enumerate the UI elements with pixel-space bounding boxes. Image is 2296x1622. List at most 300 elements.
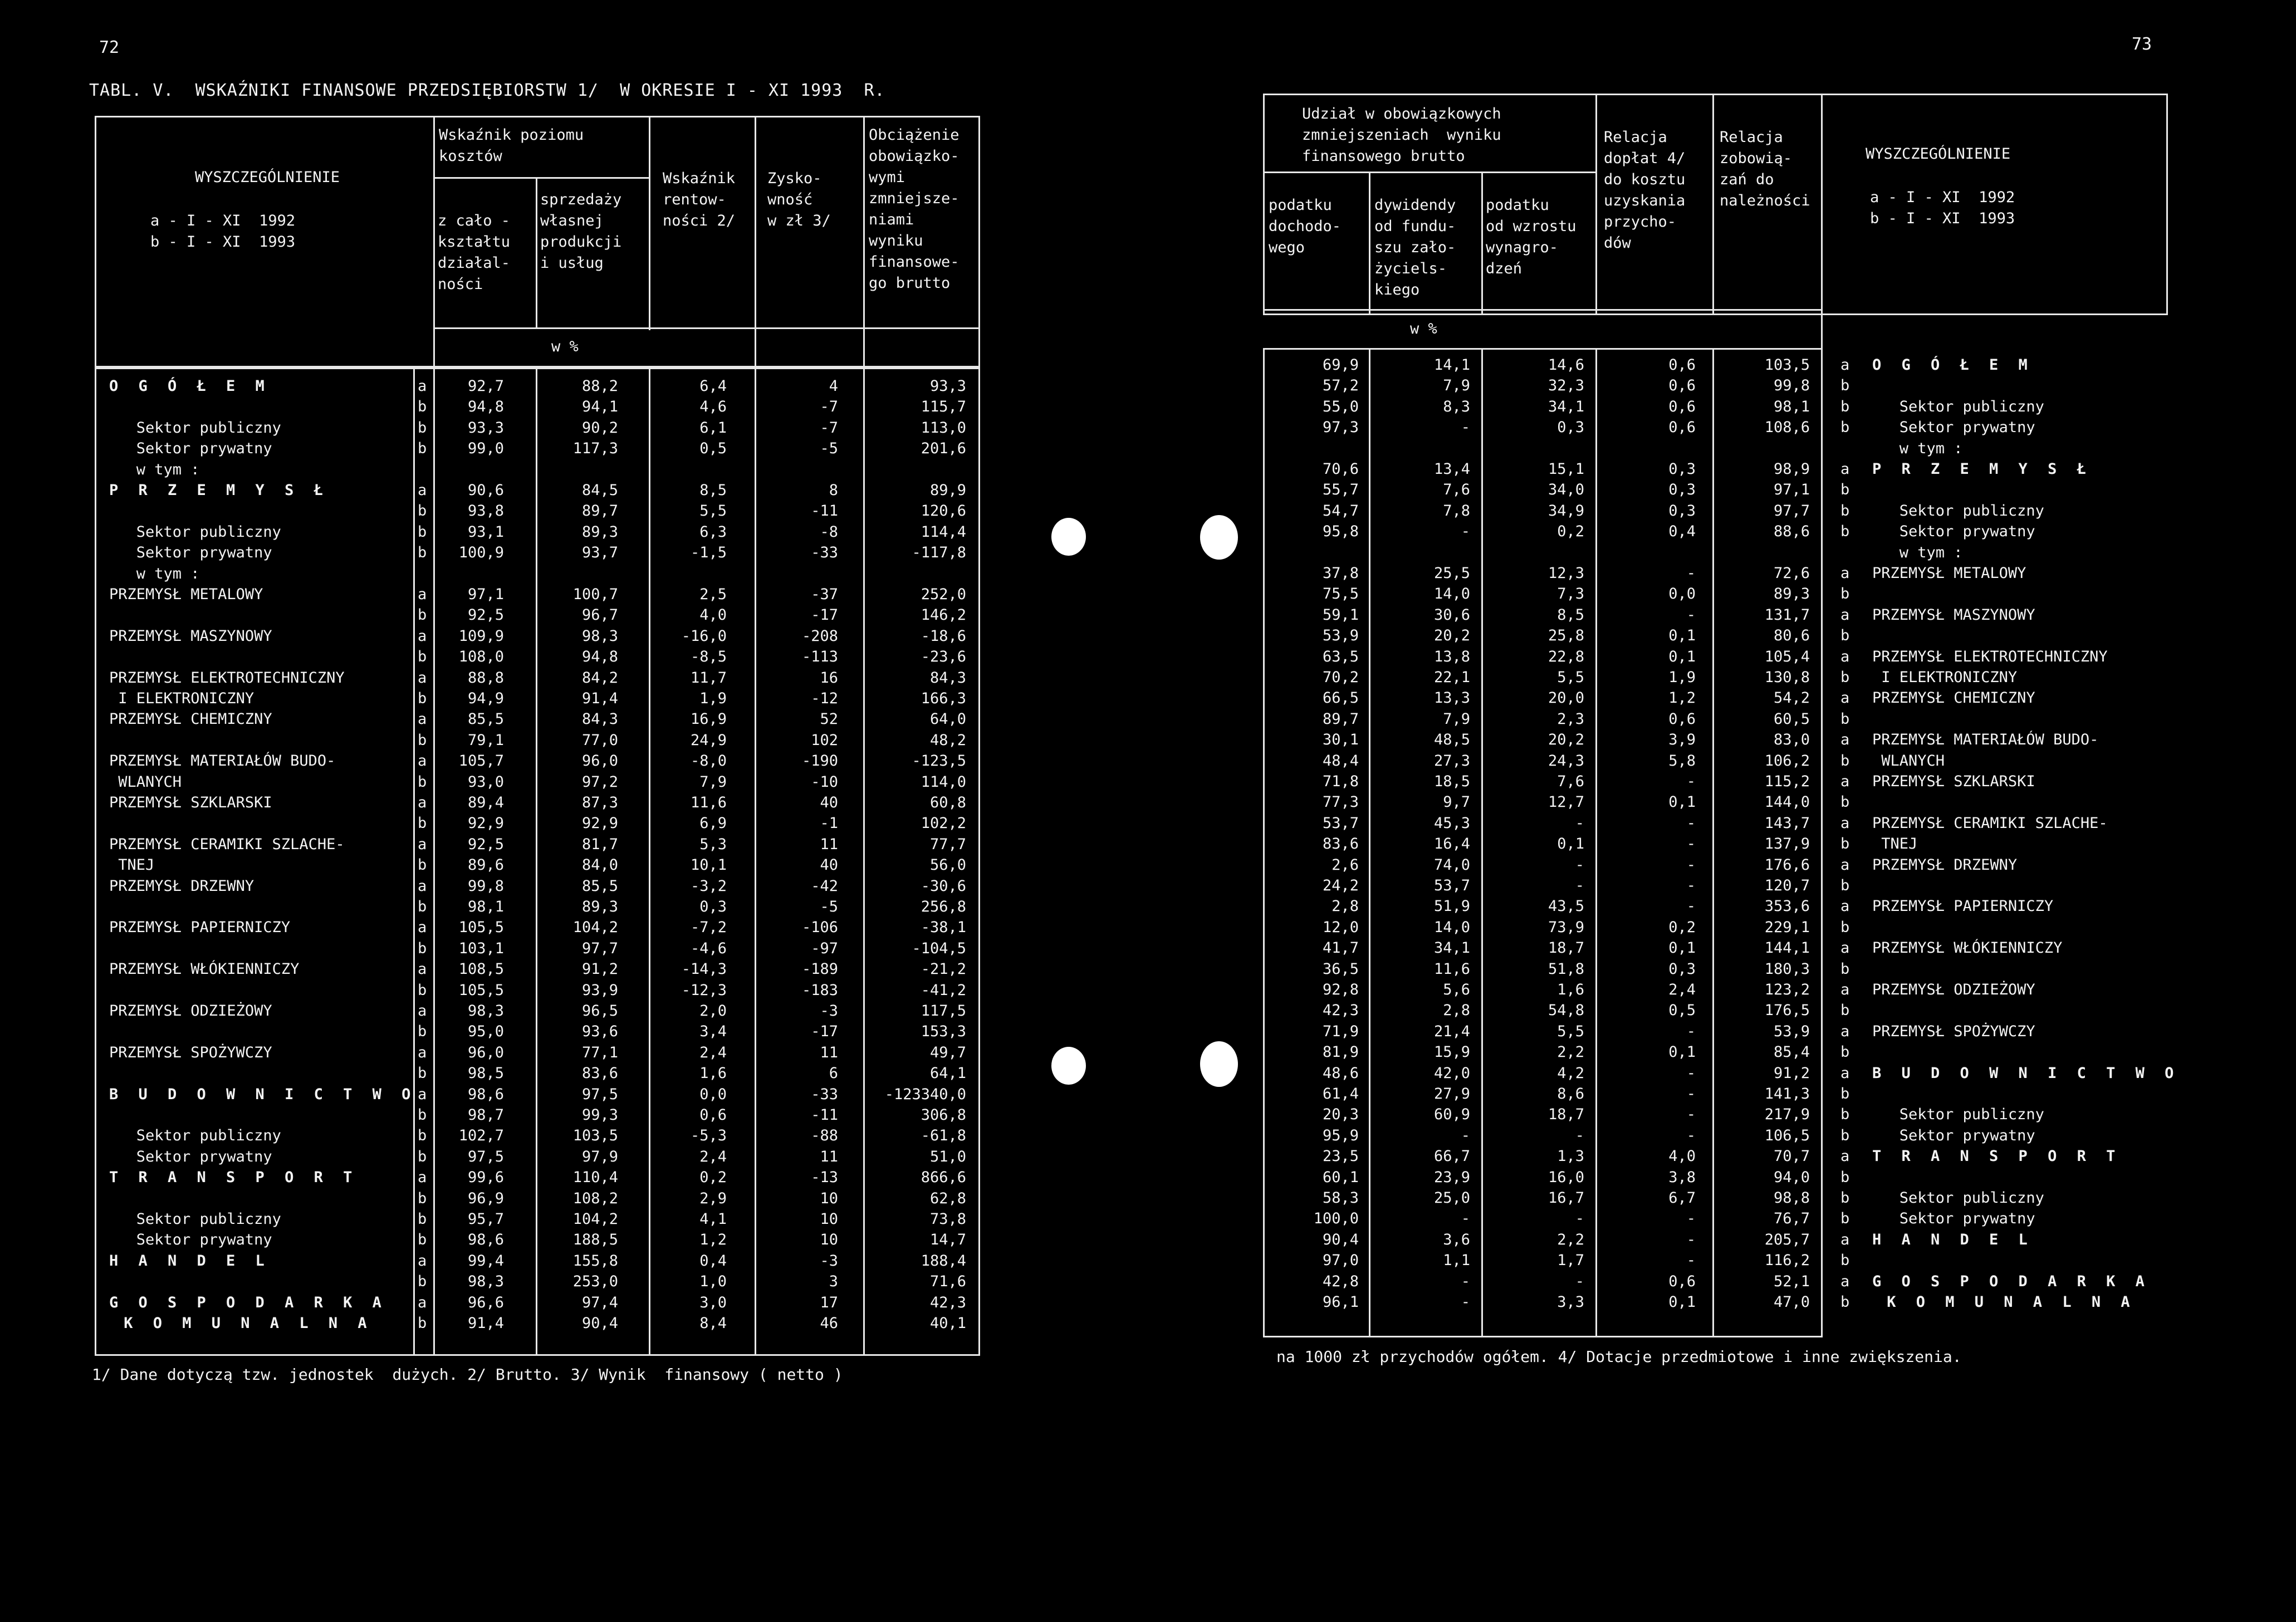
cell-value: 96,1 bbox=[1322, 1293, 1359, 1311]
cell-value: -33 bbox=[811, 544, 838, 562]
cell-value: - bbox=[1686, 606, 1696, 624]
cell-value: -117,8 bbox=[912, 544, 966, 562]
cell-value: 5,5 bbox=[1557, 669, 1584, 686]
cell-value: 98,1 bbox=[1773, 398, 1810, 415]
cell-value: - bbox=[1686, 814, 1696, 832]
cell-value: 42,0 bbox=[1433, 1064, 1470, 1082]
cell-value: -12,3 bbox=[681, 981, 727, 999]
cell-value: 41,7 bbox=[1322, 939, 1359, 957]
cell-value: 92,5 bbox=[467, 835, 504, 853]
cell-value: 91,4 bbox=[581, 690, 618, 707]
cell-value: 21,4 bbox=[1433, 1022, 1470, 1040]
cell-value: 2,6 bbox=[1331, 856, 1359, 874]
cell-value: 60,1 bbox=[1322, 1168, 1359, 1186]
cell-value: 113,0 bbox=[921, 419, 966, 437]
cell-value: 0,1 bbox=[1668, 627, 1696, 645]
cell-value: 42,8 bbox=[1322, 1272, 1359, 1290]
right-spec-title: WYSZCZEGÓLNIENIE bbox=[1866, 145, 2011, 163]
cell-value: 5,3 bbox=[699, 835, 727, 853]
cell-value: -113 bbox=[801, 648, 838, 666]
period-key: b bbox=[418, 1023, 427, 1041]
cell-value: 5,5 bbox=[1557, 1022, 1584, 1040]
cell-value: 353,6 bbox=[1764, 898, 1810, 915]
cell-value: 3,8 bbox=[1668, 1168, 1696, 1186]
cell-value: 83,0 bbox=[1773, 731, 1810, 749]
period-key: b bbox=[418, 502, 427, 520]
cell-value: 114,4 bbox=[921, 523, 966, 541]
cell-value: 97,9 bbox=[581, 1148, 618, 1165]
period-key: a bbox=[418, 1043, 427, 1061]
cell-value: 0,0 bbox=[1668, 585, 1696, 603]
row-label: TNEJ bbox=[1872, 835, 1918, 853]
cell-value: 3,0 bbox=[699, 1293, 727, 1311]
cell-value: 0,4 bbox=[1668, 523, 1696, 541]
row-label: PRZEMYSŁ MASZYNOWY bbox=[1872, 606, 2035, 624]
col-header-poziom: Wskaźnik poziomu kosztów bbox=[439, 126, 584, 165]
row-label: Sektor prywatny bbox=[1872, 1210, 2035, 1228]
period-key: a bbox=[418, 482, 427, 499]
cell-value: 12,0 bbox=[1322, 918, 1359, 936]
cell-value: - bbox=[1686, 1022, 1696, 1040]
period-key: b bbox=[418, 1106, 427, 1124]
cell-value: 96,9 bbox=[467, 1189, 504, 1207]
cell-value: 98,9 bbox=[1773, 460, 1810, 478]
row-label: H A N D E L bbox=[1872, 1231, 2033, 1248]
cell-value: 102,7 bbox=[458, 1127, 504, 1145]
col-header-relacja-doplat: Relacja dopłat 4/ do kosztu uzyskania przycho- dów bbox=[1604, 129, 1686, 252]
cell-value: 94,0 bbox=[1773, 1168, 1810, 1186]
cell-value: 253,0 bbox=[572, 1273, 618, 1291]
cell-value: - bbox=[1461, 1293, 1470, 1311]
cell-value: -30,6 bbox=[921, 877, 966, 895]
cell-value: 105,5 bbox=[458, 919, 504, 937]
cell-value: - bbox=[1686, 1231, 1696, 1248]
cell-value: 176,6 bbox=[1764, 856, 1810, 874]
cell-value: 97,1 bbox=[467, 586, 504, 603]
row-label: WLANYCH bbox=[109, 773, 182, 791]
cell-value: 8,6 bbox=[1557, 1085, 1584, 1102]
cell-value: 70,2 bbox=[1322, 669, 1359, 686]
period-key: b bbox=[1840, 1210, 1850, 1228]
cell-value: 93,6 bbox=[581, 1023, 618, 1041]
cell-value: 17 bbox=[820, 1293, 838, 1311]
cell-value: 201,6 bbox=[921, 440, 966, 458]
cell-value: 34,1 bbox=[1433, 939, 1470, 957]
period-key: a bbox=[1840, 460, 1850, 478]
cell-value: 11,7 bbox=[690, 669, 727, 687]
cell-value: 98,7 bbox=[467, 1106, 504, 1124]
row-label: PRZEMYSŁ DRZEWNY bbox=[109, 877, 254, 895]
period-key: a bbox=[1840, 1064, 1850, 1082]
scan-mark bbox=[1051, 518, 1086, 556]
cell-value: 24,9 bbox=[690, 731, 727, 749]
cell-value: 3,6 bbox=[1443, 1231, 1470, 1248]
cell-value: 24,3 bbox=[1548, 752, 1584, 770]
cell-value: -11 bbox=[811, 1106, 838, 1124]
cell-value: 98,6 bbox=[467, 1231, 504, 1249]
cell-value: 6 bbox=[829, 1065, 838, 1082]
cell-value: 43,5 bbox=[1548, 898, 1584, 915]
period-key: b bbox=[1840, 669, 1850, 686]
cell-value: 46 bbox=[820, 1315, 838, 1332]
cell-value: 2,2 bbox=[1557, 1231, 1584, 1248]
cell-value: 2,8 bbox=[1443, 1002, 1470, 1020]
cell-value: 97,1 bbox=[1773, 481, 1810, 499]
cell-value: -189 bbox=[801, 961, 838, 978]
cell-value: 98,6 bbox=[467, 1085, 504, 1103]
cell-value: 97,2 bbox=[581, 773, 618, 791]
cell-value: -5 bbox=[820, 440, 838, 458]
cell-value: 16,7 bbox=[1548, 1189, 1584, 1207]
period-key: b bbox=[418, 856, 427, 874]
cell-value: 60,8 bbox=[929, 794, 966, 811]
cell-value: 23,9 bbox=[1433, 1168, 1470, 1186]
cell-value: 866,6 bbox=[921, 1169, 966, 1187]
cell-value: - bbox=[1686, 565, 1696, 582]
period-key: b bbox=[1840, 377, 1850, 395]
row-label: Sektor publiczny bbox=[109, 1211, 281, 1228]
cell-value: 85,5 bbox=[581, 877, 618, 895]
row-label: O G Ó Ł E M bbox=[109, 378, 270, 395]
period-key: b bbox=[1840, 752, 1850, 770]
cell-value: 95,8 bbox=[1322, 523, 1359, 541]
left-unit: w % bbox=[551, 338, 579, 355]
cell-value: 97,4 bbox=[581, 1293, 618, 1311]
cell-value: 100,9 bbox=[458, 544, 504, 562]
cell-value: 16,0 bbox=[1548, 1168, 1584, 1186]
cell-value: 8,5 bbox=[1557, 606, 1584, 624]
cell-value: 89,9 bbox=[929, 482, 966, 499]
period-key: a bbox=[1840, 356, 1850, 374]
cell-value: 60,9 bbox=[1433, 1106, 1470, 1124]
cell-value: 8,5 bbox=[699, 482, 727, 499]
cell-value: 2,4 bbox=[699, 1043, 727, 1061]
cell-value: 217,9 bbox=[1764, 1106, 1810, 1124]
cell-value: - bbox=[1686, 856, 1696, 874]
cell-value: -13 bbox=[811, 1169, 838, 1187]
cell-value: 54,8 bbox=[1548, 1002, 1584, 1020]
cell-value: 53,9 bbox=[1322, 627, 1359, 645]
cell-value: 103,5 bbox=[1764, 356, 1810, 374]
cell-value: 71,8 bbox=[1322, 773, 1359, 790]
cell-value: 88,6 bbox=[1773, 523, 1810, 541]
cell-value: 103,1 bbox=[458, 939, 504, 957]
row-label: WLANYCH bbox=[1872, 752, 1945, 770]
cell-value: 64,0 bbox=[929, 710, 966, 728]
cell-value: 72,6 bbox=[1773, 565, 1810, 582]
cell-value: 0,1 bbox=[1668, 1293, 1696, 1311]
period-key: a bbox=[418, 1252, 427, 1270]
row-label: T R A N S P O R T bbox=[1872, 1148, 2121, 1165]
period-key: b bbox=[418, 544, 427, 562]
cell-value: 1,2 bbox=[699, 1231, 727, 1249]
period-key: b bbox=[418, 731, 427, 749]
cell-value: 97,3 bbox=[1322, 419, 1359, 437]
row-label: PRZEMYSŁ SZKLARSKI bbox=[109, 794, 272, 811]
period-key: a bbox=[1840, 1231, 1850, 1248]
cell-value: 4,1 bbox=[699, 1211, 727, 1228]
cell-value: - bbox=[1575, 1210, 1584, 1228]
cell-value: 99,0 bbox=[467, 440, 504, 458]
cell-value: 98,5 bbox=[467, 1065, 504, 1082]
period-key: a bbox=[1840, 689, 1850, 707]
period-key: b bbox=[1840, 1043, 1850, 1061]
row-label: Sektor prywatny bbox=[109, 1148, 272, 1165]
col-header-relacja-zobowiazan: Relacja zobowią- zań do należności bbox=[1720, 129, 1810, 209]
cell-value: 92,5 bbox=[467, 606, 504, 624]
cell-value: 108,6 bbox=[1764, 419, 1810, 437]
cell-value: 3,4 bbox=[699, 1023, 727, 1041]
cell-value: 95,9 bbox=[1322, 1126, 1359, 1144]
cell-value: 0,6 bbox=[1668, 356, 1696, 374]
cell-value: 89,3 bbox=[581, 898, 618, 915]
cell-value: 99,6 bbox=[467, 1169, 504, 1187]
cell-value: 93,0 bbox=[467, 773, 504, 791]
cell-value: 92,7 bbox=[467, 378, 504, 395]
cell-value: 18,7 bbox=[1548, 1106, 1584, 1124]
row-label: Sektor publiczny bbox=[1872, 1106, 2044, 1124]
cell-value: 34,9 bbox=[1548, 502, 1584, 520]
cell-value: 12,7 bbox=[1548, 793, 1584, 811]
cell-value: - bbox=[1686, 1210, 1696, 1228]
row-label: Sektor prywatny bbox=[109, 1231, 272, 1249]
period-key: a bbox=[418, 1169, 427, 1187]
cell-value: 0,1 bbox=[1668, 939, 1696, 957]
cell-value: 61,4 bbox=[1322, 1085, 1359, 1102]
row-label: Sektor publiczny bbox=[109, 419, 281, 437]
period-key: b bbox=[418, 1273, 427, 1291]
cell-value: 96,0 bbox=[467, 1043, 504, 1061]
cell-value: 93,1 bbox=[467, 523, 504, 541]
col-header-dywidendy: dywidendy od fundu- szu zało- życiels- kiego bbox=[1374, 197, 1456, 298]
cell-value: 15,9 bbox=[1433, 1043, 1470, 1061]
cell-value: 80,6 bbox=[1773, 627, 1810, 645]
cell-value: 4,0 bbox=[699, 606, 727, 624]
cell-value: 10 bbox=[820, 1189, 838, 1207]
period-key: a bbox=[418, 877, 427, 895]
cell-value: 103,5 bbox=[572, 1127, 618, 1145]
cell-value: 5,8 bbox=[1668, 752, 1696, 770]
cell-value: -208 bbox=[801, 627, 838, 645]
cell-value: 73,8 bbox=[929, 1211, 966, 1228]
cell-value: 63,5 bbox=[1322, 648, 1359, 665]
cell-value: 0,6 bbox=[1668, 1272, 1696, 1290]
cell-value: 89,3 bbox=[581, 523, 618, 541]
cell-value: 5,5 bbox=[699, 502, 727, 520]
cell-value: 176,5 bbox=[1764, 1002, 1810, 1020]
cell-value: 117,5 bbox=[921, 1002, 966, 1020]
cell-value: 105,5 bbox=[458, 981, 504, 999]
cell-value: 7,9 bbox=[1443, 710, 1470, 728]
cell-value: 256,8 bbox=[921, 898, 966, 915]
period-key: b bbox=[418, 1315, 427, 1332]
cell-value: 83,6 bbox=[1322, 835, 1359, 853]
cell-value: 75,5 bbox=[1322, 585, 1359, 603]
cell-value: 7,9 bbox=[1443, 377, 1470, 395]
cell-value: 8,4 bbox=[699, 1315, 727, 1332]
cell-value: 188,5 bbox=[572, 1231, 618, 1249]
row-label: PRZEMYSŁ SPOŻYWCZY bbox=[1872, 1022, 2035, 1040]
period-key: a bbox=[418, 961, 427, 978]
row-label: PRZEMYSŁ SZKLARSKI bbox=[1872, 773, 2035, 790]
cell-value: 96,6 bbox=[467, 1293, 504, 1311]
cell-value: -3 bbox=[820, 1252, 838, 1270]
cell-value: 34,0 bbox=[1548, 481, 1584, 499]
cell-value: 2,4 bbox=[699, 1148, 727, 1165]
cell-value: 6,9 bbox=[699, 815, 727, 832]
row-label: Sektor prywatny bbox=[1872, 1126, 2035, 1144]
cell-value: 74,0 bbox=[1433, 856, 1470, 874]
cell-value: 51,0 bbox=[929, 1148, 966, 1165]
cell-value: 1,2 bbox=[1668, 689, 1696, 707]
row-label: PRZEMYSŁ WŁÓKIENNICZY bbox=[1872, 939, 2063, 957]
cell-value: - bbox=[1686, 1085, 1696, 1102]
cell-value: 94,8 bbox=[467, 398, 504, 416]
row-label: PRZEMYSŁ CHEMICZNY bbox=[109, 710, 272, 728]
cell-value: 95,0 bbox=[467, 1023, 504, 1041]
cell-value: 66,5 bbox=[1322, 689, 1359, 707]
cell-value: 1,6 bbox=[699, 1065, 727, 1082]
period-key: b bbox=[418, 1189, 427, 1207]
cell-value: 104,2 bbox=[572, 1211, 618, 1228]
cell-value: 114,0 bbox=[921, 773, 966, 791]
row-label: T R A N S P O R T bbox=[109, 1169, 358, 1187]
period-key: b bbox=[1840, 1106, 1850, 1124]
cell-value: 0,5 bbox=[699, 440, 727, 458]
cell-value: 62,8 bbox=[929, 1189, 966, 1207]
cell-value: 60,5 bbox=[1773, 710, 1810, 728]
cell-value: 0,6 bbox=[1668, 398, 1696, 415]
cell-value: 48,6 bbox=[1322, 1064, 1359, 1082]
cell-value: -190 bbox=[801, 752, 838, 770]
row-label: PRZEMYSŁ ELEKTROTECHNICZNY bbox=[1872, 648, 2108, 665]
cell-value: 81,9 bbox=[1322, 1043, 1359, 1061]
period-key: b bbox=[1840, 1002, 1850, 1020]
cell-value: 0,3 bbox=[1668, 502, 1696, 520]
cell-value: 73,9 bbox=[1548, 918, 1584, 936]
scan-mark bbox=[1051, 1047, 1086, 1085]
cell-value: 13,8 bbox=[1433, 648, 1470, 665]
cell-value: 97,7 bbox=[1773, 502, 1810, 520]
cell-value: 0,6 bbox=[1668, 377, 1696, 395]
period-key: b bbox=[1840, 835, 1850, 853]
cell-value: 14,6 bbox=[1548, 356, 1584, 374]
scan-mark bbox=[1200, 515, 1238, 560]
cell-value: 102 bbox=[811, 731, 838, 749]
row-label: H A N D E L bbox=[109, 1252, 270, 1270]
cell-value: 108,2 bbox=[572, 1189, 618, 1207]
cell-value: 16,9 bbox=[690, 710, 727, 728]
cell-value: 90,6 bbox=[467, 482, 504, 499]
cell-value: 84,3 bbox=[581, 710, 618, 728]
period-key: b bbox=[418, 606, 427, 624]
cell-value: 110,4 bbox=[572, 1169, 618, 1187]
row-label: B U D O W N I C T W O bbox=[1872, 1064, 2180, 1082]
cell-value: 0,1 bbox=[1557, 835, 1584, 853]
row-label: PRZEMYSŁ DRZEWNY bbox=[1872, 856, 2018, 874]
cell-value: 96,5 bbox=[581, 1002, 618, 1020]
period-key: b bbox=[1840, 523, 1850, 541]
cell-value: 18,7 bbox=[1548, 939, 1584, 957]
cell-value: 32,3 bbox=[1548, 377, 1584, 395]
page-number-left: 72 bbox=[99, 38, 120, 57]
period-key: a bbox=[418, 919, 427, 937]
period-key: a bbox=[1840, 731, 1850, 749]
cell-value: 14,0 bbox=[1433, 918, 1470, 936]
cell-value: 115,2 bbox=[1764, 773, 1810, 790]
period-key: b bbox=[418, 815, 427, 832]
cell-value: 98,8 bbox=[1773, 1189, 1810, 1207]
cell-value: 7,6 bbox=[1557, 773, 1584, 790]
cell-value: -5,3 bbox=[690, 1127, 727, 1145]
cell-value: -14,3 bbox=[681, 961, 727, 978]
cell-value: 25,5 bbox=[1433, 565, 1470, 582]
period-key: b bbox=[1840, 585, 1850, 603]
cell-value: 0,3 bbox=[1557, 419, 1584, 437]
row-label: G O S P O D A R K A bbox=[109, 1293, 387, 1311]
cell-value: 100,0 bbox=[1313, 1210, 1359, 1228]
period-key: a bbox=[1840, 1148, 1850, 1165]
cell-value: -7,2 bbox=[690, 919, 727, 937]
period-key: a bbox=[1840, 814, 1850, 832]
cell-value: -88 bbox=[811, 1127, 838, 1145]
cell-value: -106 bbox=[801, 919, 838, 937]
cell-value: 59,1 bbox=[1322, 606, 1359, 624]
period-key: a bbox=[418, 669, 427, 687]
cell-value: 3,9 bbox=[1668, 731, 1696, 749]
cell-value: 7,6 bbox=[1443, 481, 1470, 499]
cell-value: 56,0 bbox=[929, 856, 966, 874]
cell-value: - bbox=[1461, 1126, 1470, 1144]
cell-value: 108,0 bbox=[458, 648, 504, 666]
cell-value: 99,8 bbox=[1773, 377, 1810, 395]
row-label: I ELEKTRONICZNY bbox=[1872, 669, 2018, 686]
cell-value: 131,7 bbox=[1764, 606, 1810, 624]
cell-value: 24,2 bbox=[1322, 877, 1359, 894]
cell-value: 130,8 bbox=[1764, 669, 1810, 686]
cell-value: 96,7 bbox=[581, 606, 618, 624]
period-key: a bbox=[418, 1002, 427, 1020]
row-label: PRZEMYSŁ METALOWY bbox=[109, 586, 263, 603]
period-key: a bbox=[418, 627, 427, 645]
cell-value: 7,3 bbox=[1557, 585, 1584, 603]
cell-value: 14,1 bbox=[1433, 356, 1470, 374]
cell-value: -23,6 bbox=[921, 648, 966, 666]
period-key: a bbox=[1840, 773, 1850, 790]
col-header-obciazenie: Obciążenie obowiązko- wymi zmniejsze- niami wyniku finansowe- go brutto bbox=[869, 126, 959, 292]
cell-value: -104,5 bbox=[912, 939, 966, 957]
cell-value: 79,1 bbox=[467, 731, 504, 749]
left-spec-a: a - I - XI 1992 bbox=[150, 212, 296, 229]
cell-value: -38,1 bbox=[921, 919, 966, 937]
cell-value: 42,3 bbox=[929, 1293, 966, 1311]
cell-value: -37 bbox=[811, 586, 838, 603]
cell-value: 42,3 bbox=[1322, 1002, 1359, 1020]
cell-value: 40 bbox=[820, 856, 838, 874]
cell-value: - bbox=[1686, 877, 1696, 894]
cell-value: 48,4 bbox=[1322, 752, 1359, 770]
cell-value: 2,4 bbox=[1668, 981, 1696, 998]
cell-value: 11 bbox=[820, 1148, 838, 1165]
row-label: PRZEMYSŁ MATERIAŁÓW BUDO- bbox=[1872, 731, 2099, 749]
cell-value: 13,3 bbox=[1433, 689, 1470, 707]
cell-value: - bbox=[1686, 1252, 1696, 1270]
cell-value: 40 bbox=[820, 794, 838, 811]
cell-value: 108,5 bbox=[458, 961, 504, 978]
cell-value: 1,3 bbox=[1557, 1148, 1584, 1165]
row-label: Sektor prywatny bbox=[109, 440, 272, 458]
cell-value: 144,1 bbox=[1764, 939, 1810, 957]
